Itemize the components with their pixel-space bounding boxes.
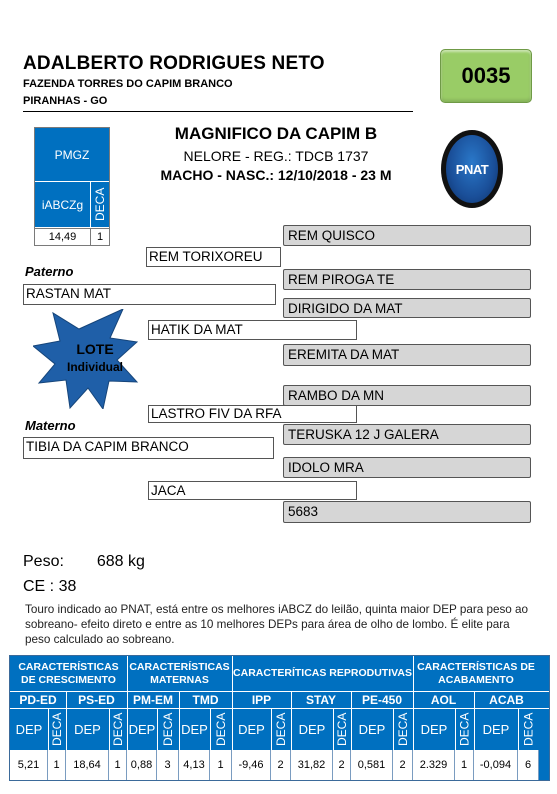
trait-deca-label: DECA: [521, 712, 536, 746]
trait-deca-label: DECA: [274, 712, 288, 746]
pedigree-dam: TIBIA DA CAPIM BRANCO: [23, 437, 274, 459]
trait-dep-label: DEP: [15, 721, 43, 737]
trait-name-pd-ed: PD-ED: [19, 692, 57, 707]
trait-deca-value: 6: [518, 750, 539, 780]
trait-group-header: CARACTERÍSTICAS DE ACABAMENTO: [417, 660, 535, 686]
pedigree-sire-dam: HATIK DA MAT: [148, 320, 357, 340]
materno-label: Materno: [25, 418, 76, 433]
trait-deca-value: 2: [333, 750, 351, 780]
header-divider: [23, 111, 413, 112]
index-deca-value: 1: [90, 228, 109, 245]
lote-badge-line2: Individual: [66, 360, 123, 374]
trait-dep-value: 0,88: [127, 750, 157, 780]
trait-name-aol: AOL: [430, 692, 457, 707]
dep-deca-divider: [271, 708, 272, 750]
pedigree-sire-sire-sire: REM QUISCO: [283, 225, 531, 246]
trait-dep-label: DEP: [181, 721, 208, 737]
trait-deca-value: 1: [109, 750, 127, 780]
trait-dep-label: DEP: [298, 721, 326, 737]
index-label: iABCZg: [35, 182, 90, 227]
index-box: [34, 127, 110, 246]
animal-sex-birth: MACHO - NASC.: 12/10/2018 - 23 M: [160, 167, 392, 183]
dep-deca-divider: [393, 708, 394, 750]
trait-deca-label: DECA: [457, 712, 472, 746]
trait-dep-value: 2.329: [413, 750, 455, 780]
lot-number-badge: 0035: [440, 49, 532, 103]
owner-farm: FAZENDA TORRES DO CAPIM BRANCO: [23, 78, 233, 90]
trait-deca-label: DECA: [161, 712, 175, 746]
trait-deca-value: 1: [48, 750, 66, 780]
dep-deca-divider: [455, 708, 456, 750]
trait-divider: [179, 691, 180, 750]
dep-deca-divider: [157, 708, 158, 750]
trait-group-header: CARACTERÍSTICAS DE CRESCIMENTO: [18, 660, 119, 686]
ce-row: [23, 578, 76, 596]
description: Touro indicado ao PNAT, está entre os melhores iABCZ do leilão, quinta maior DEP para peso ao sobreano- efeito direto e entre as 10 melhores DEPs para área de olho de lombo. É elite para peso calculado ao sobreano.: [25, 603, 529, 646]
owner-city: PIRANHAS - GO: [23, 95, 108, 107]
pedigree-dam-sire: LASTRO FIV DA RFA: [148, 405, 357, 423]
lote-badge-line1: LOTE: [76, 341, 114, 357]
trait-dep-value: -0,094: [474, 750, 518, 780]
trait-divider: [474, 691, 475, 750]
peso-row: [23, 553, 145, 571]
pnat-logo-icon: [441, 130, 503, 208]
trait-dep-value: 0,581: [351, 750, 393, 780]
pedigree-dam-dam-dam: 5683: [283, 501, 531, 523]
pedigree-sire-dam-dam: EREMITA DA MAT: [283, 344, 531, 366]
trait-dep-value: 18,64: [66, 750, 109, 780]
trait-deca-label: DECA: [111, 712, 125, 746]
index-box-title: PMGZ: [35, 128, 109, 181]
pedigree-dam-dam-sire: IDOLO MRA: [283, 457, 531, 478]
owner-name: ADALBERTO RODRIGUES NETO: [23, 53, 325, 74]
traits-table: [9, 655, 550, 781]
trait-dep-label: DEP: [74, 721, 101, 737]
trait-deca-label: DECA: [50, 712, 64, 746]
pedigree-dam-dam: JACA: [148, 481, 357, 500]
trait-dep-value: 5,21: [10, 750, 48, 780]
trait-deca-label: DECA: [335, 712, 349, 746]
trait-name-ps-ed: PS-ED: [78, 692, 115, 707]
peso-label: Peso:: [23, 553, 64, 570]
trait-deca-value: 1: [210, 750, 232, 780]
trait-name-stay: STAY: [305, 692, 336, 707]
trait-deca-value: 1: [455, 750, 474, 780]
dep-deca-divider: [333, 708, 334, 750]
pedigree-dam-sire-dam: TERUSKA 12 J GALERA: [283, 424, 531, 445]
pedigree-sire-sire-dam: REM PIROGA TE: [283, 269, 531, 290]
trait-deca-value: 2: [393, 750, 413, 780]
pedigree-dam-sire-sire: RAMBO DA MN: [283, 385, 531, 406]
trait-divider: [351, 691, 352, 750]
dep-deca-divider: [109, 708, 110, 750]
animal-breed-reg: NELORE - REG.: TDCB 1737: [183, 148, 369, 164]
index-value: 14,49: [35, 228, 90, 245]
ce-label: CE :: [23, 578, 55, 595]
trait-dep-label: DEP: [358, 721, 386, 737]
trait-deca-value: 3: [157, 750, 179, 780]
trait-dep-value: 31,82: [291, 750, 333, 780]
peso-value: 688 kg: [96, 553, 145, 570]
trait-deca-label: DECA: [396, 712, 410, 746]
trait-name-pm-em: PM-EM: [133, 692, 173, 707]
trait-divider: [291, 691, 292, 750]
dep-deca-divider: [518, 708, 519, 750]
pedigree-sire-dam-sire: DIRIGIDO DA MAT: [283, 298, 531, 318]
trait-dep-value: 4,13: [179, 750, 210, 780]
paterno-label: Paterno: [25, 264, 74, 279]
trait-divider: [66, 691, 67, 750]
trait-name-acab: ACAB: [489, 692, 524, 707]
animal-name: MAGNIFICO DA CAPIM B: [174, 124, 378, 143]
trait-deca-value: 2: [271, 750, 291, 780]
trait-name-tmd: TMD: [192, 692, 219, 707]
trait-group-header: CARACTERÍSTICAS MATERNAS: [129, 660, 230, 686]
pedigree-sire-sire: REM TORIXOREU: [146, 247, 281, 267]
dep-deca-divider: [48, 708, 49, 750]
ce-value: 38: [58, 578, 77, 595]
index-deca-label: DECA: [91, 182, 109, 227]
trait-name-pe-450: PE-450: [361, 692, 403, 707]
logo-text: PNAT: [455, 161, 489, 177]
pedigree-sire: RASTAN MAT: [23, 284, 276, 305]
trait-group-header: CARACTERÍTICAS REPRODUTIVAS: [233, 667, 412, 679]
trait-name-ipp: IPP: [251, 692, 272, 707]
lote-badge-text: [33, 340, 157, 376]
trait-dep-value: -9,46: [232, 750, 271, 780]
trait-dep-label: DEP: [238, 721, 265, 737]
dep-deca-divider: [210, 708, 211, 750]
trait-dep-label: DEP: [482, 721, 510, 737]
trait-deca-label: DECA: [214, 712, 228, 746]
trait-dep-label: DEP: [128, 721, 156, 737]
trait-dep-label: DEP: [420, 721, 448, 737]
